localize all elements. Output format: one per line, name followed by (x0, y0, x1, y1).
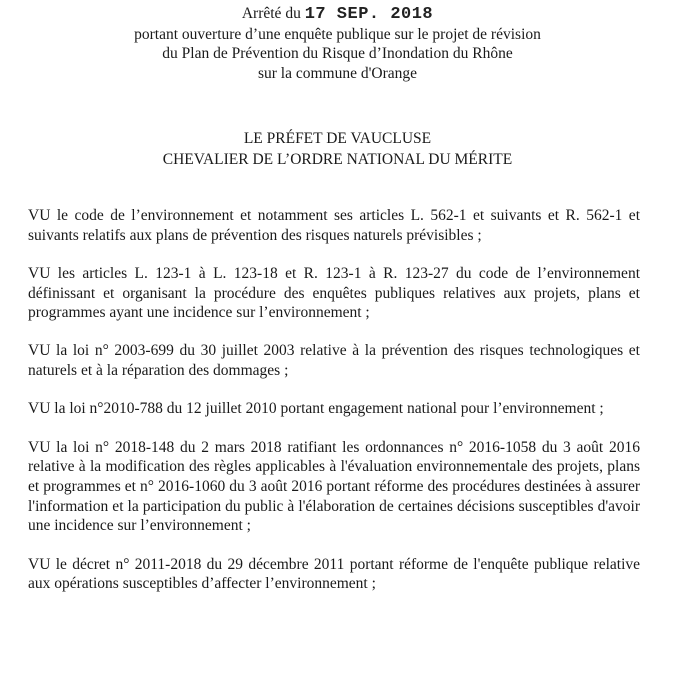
visas-section (28, 206, 640, 613)
visa-paragraph: VU la loi n° 2018-148 du 2 mars 2018 ratifiant les ordonnances n° 2016-1058 du 3 août 2016 relative à la modification des règles applicables à l'évaluation environnementale des projets, plans et programmes et n° 2016-1060 du 3 août 2016 portant réforme des procédures destinées à assurer l'information et la participation du public à l'élaboration de certaines décisions susceptibles d'avoir une incidence sur l’environnement ; (28, 438, 640, 535)
arrete-subtitle-line: sur la commune d'Orange (257, 64, 418, 82)
visa-paragraph: VU la loi n° 2003-699 du 30 juillet 2003 relative à la prévention des risques technologiques et naturels et à la réparation des dommages ; (28, 341, 640, 379)
arrete-subtitle-line: portant ouverture d’une enquête publique sur le projet de révision (134, 25, 541, 43)
arrete-prefix: Arrêté du (241, 5, 301, 22)
arrete-header (0, 4, 675, 83)
arrete-date-stamp: 17 SEP. 2018 (304, 5, 434, 24)
arrete-subtitle-line: du Plan de Prévention du Risque d’Inondation du Rhône (162, 45, 513, 62)
issuing-authority (0, 128, 675, 170)
visa-paragraph: VU le décret n° 2011-2018 du 29 décembre 2011 portant réforme de l'enquête publique relative aux opérations susceptibles d’affecter l’environnement ; (28, 555, 640, 593)
authority-distinction: CHEVALIER DE L’ORDRE NATIONAL DU MÉRITE (162, 151, 513, 168)
visa-paragraph: VU les articles L. 123-1 à L. 123-18 et R. 123-1 à R. 123-27 du code de l’environnement définissant et organisant la procédure des enquêtes publiques relatives aux projets, plans et programmes ayant une incidence sur l’environnement ; (28, 265, 640, 322)
authority-title: LE PRÉFET DE VAUCLUSE (243, 130, 432, 147)
visa-paragraph: VU le code de l’environnement et notamment ses articles L. 562-1 et suivants et R. 562-1 et suivants relatifs aux plans de prévention des risques naturels prévisibles ; (28, 207, 640, 244)
arrete-title (0, 4, 675, 25)
visa-paragraph: VU la loi n°2010-788 du 12 juillet 2010 portant engagement national pour l’environnement ; (28, 400, 604, 418)
